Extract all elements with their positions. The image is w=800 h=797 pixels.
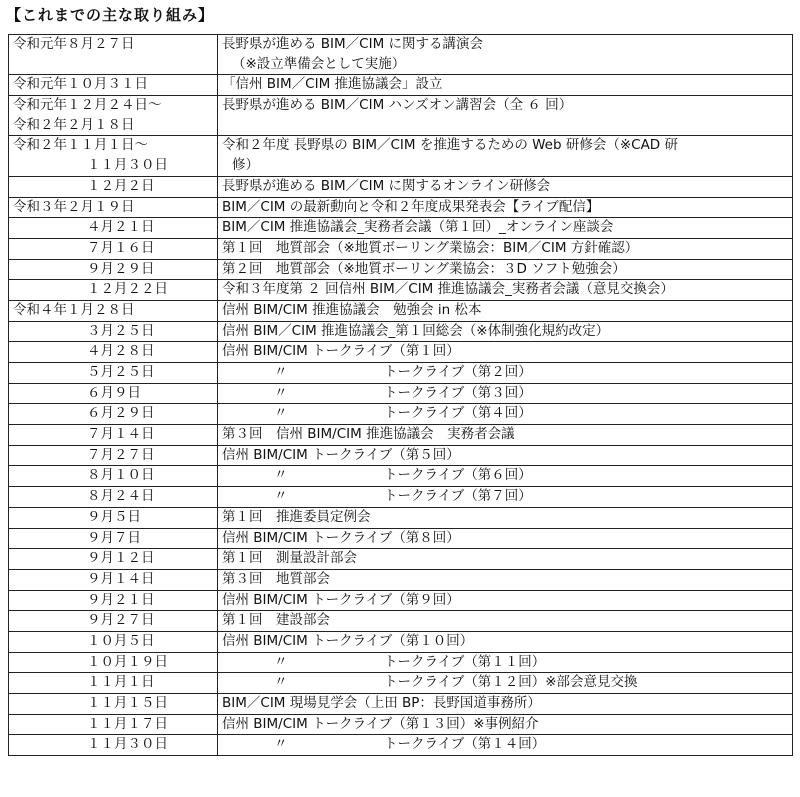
date-text: １１月３０日 xyxy=(87,157,168,174)
date-text: １１月１日 xyxy=(87,674,155,691)
date-text: ９月１４日 xyxy=(87,570,155,587)
date-text: ９月７日 xyxy=(87,529,141,546)
date-cell xyxy=(9,528,218,549)
date-cell xyxy=(9,673,218,694)
description-text: 長野県が進める BIM／CIM ハンズオン講習会（全 ６ 回） xyxy=(222,97,573,114)
description-text: 信州 BIM/CIM トークライブ（第１３回）※事例紹介 xyxy=(222,715,539,732)
date-cell xyxy=(9,238,218,259)
date-text: １２月２日 xyxy=(87,177,155,194)
date-cell xyxy=(9,425,218,446)
description-line xyxy=(222,673,788,693)
description-text: 第１回 建設部会 xyxy=(222,612,330,629)
description-line xyxy=(222,735,788,755)
date-text: ８月１０日 xyxy=(87,467,155,484)
description-cell xyxy=(218,590,793,611)
ditto-mark: 〃 xyxy=(274,467,288,484)
description-text: トークライブ（第３回） xyxy=(384,384,532,401)
table-row xyxy=(9,363,793,384)
description-text: 信州 BIM/CIM トークライブ（第８回） xyxy=(222,529,460,546)
date-text: ９月２９日 xyxy=(87,260,155,277)
date-cell xyxy=(9,549,218,570)
description-cell xyxy=(218,528,793,549)
ditto-mark: 〃 xyxy=(274,674,288,691)
description-cell xyxy=(218,218,793,239)
date-cell xyxy=(9,218,218,239)
description-cell xyxy=(218,176,793,197)
date-text: １０月１９日 xyxy=(87,653,168,670)
description-text: 第２回 地質部会（※地質ボーリング業協会：３D ソフト勉強会） xyxy=(222,260,626,277)
table-row xyxy=(9,197,793,218)
description-cell xyxy=(218,238,793,259)
description-text: BIM／CIM 現場見学会（上田 BP：長野国道事務所） xyxy=(222,695,541,711)
table-row xyxy=(9,300,793,321)
date-text: ９月５日 xyxy=(87,508,141,525)
date-text: ７月１４日 xyxy=(87,426,155,443)
table-row xyxy=(9,735,793,756)
date-cell xyxy=(9,363,218,384)
description-text: 第３回 地質部会 xyxy=(222,570,330,587)
date-cell xyxy=(9,569,218,590)
table-row xyxy=(9,176,793,197)
table-row xyxy=(9,425,793,446)
description-cell xyxy=(218,652,793,673)
description-text: 信州 BIM/CIM トークライブ（第１回） xyxy=(222,343,460,360)
date-text: ７月１６日 xyxy=(87,239,155,256)
description-text: 信州 BIM/CIM トークライブ（第１０回） xyxy=(222,632,474,649)
description-text: 修） xyxy=(232,157,259,174)
date-cell xyxy=(9,280,218,301)
table-row xyxy=(9,280,793,301)
date-text: ６月９日 xyxy=(87,384,141,401)
ditto-mark: 〃 xyxy=(274,405,288,422)
description-text: 信州 BIM／CIM 推進協議会_第１回総会（※体制強化規約改定） xyxy=(222,322,610,339)
description-cell xyxy=(218,425,793,446)
date-cell xyxy=(9,631,218,652)
description-line xyxy=(222,487,788,507)
ditto-mark: 〃 xyxy=(274,736,288,753)
description-text: BIM／CIM 推進協議会_実務者会議（第１回）_オンライン座談会 xyxy=(222,219,614,236)
date-text: ４月２１日 xyxy=(87,219,155,236)
description-text: トークライブ（第２回） xyxy=(384,364,532,380)
description-text: 信州 BIM/CIM トークライブ（第５回） xyxy=(222,446,460,463)
table-row xyxy=(9,218,793,239)
description-text: 第１回 推進委員定例会 xyxy=(222,508,371,525)
table-row xyxy=(9,96,793,136)
date-cell xyxy=(9,300,218,321)
date-text: １１月１７日 xyxy=(87,715,168,732)
date-cell xyxy=(9,735,218,756)
date-cell xyxy=(9,197,218,218)
description-cell xyxy=(218,487,793,508)
date-cell xyxy=(9,445,218,466)
table-row xyxy=(9,487,793,508)
description-line xyxy=(222,384,788,404)
date-cell xyxy=(9,383,218,404)
date-cell xyxy=(9,487,218,508)
description-text: （※設立準備会として実施） xyxy=(232,55,406,72)
date-text: 令和３年２月１９日 xyxy=(13,198,135,215)
description-text: BIM／CIM の最新動向と令和２年度成果発表会【ライブ配信】 xyxy=(222,198,600,215)
ditto-mark: 〃 xyxy=(274,653,288,670)
ditto-mark: 〃 xyxy=(274,364,288,380)
description-cell xyxy=(218,404,793,425)
description-text: 第１回 地質部会（※地質ボーリング業協会：BIM／CIM 方針確認） xyxy=(222,239,639,256)
date-cell xyxy=(9,96,218,136)
table-row xyxy=(9,35,793,75)
description-line xyxy=(222,404,788,424)
description-text: 長野県が進める BIM／CIM に関する講演会 xyxy=(222,36,484,52)
description-text: 信州 BIM/CIM 推進協議会 勉強会 in 松本 xyxy=(222,301,482,318)
date-text: １１月３０日 xyxy=(87,736,168,753)
date-cell xyxy=(9,714,218,735)
date-text: 令和２年２月１８日 xyxy=(13,116,135,133)
date-cell xyxy=(9,507,218,528)
description-cell xyxy=(218,342,793,363)
table-row xyxy=(9,714,793,735)
description-text: トークライブ（第６回） xyxy=(384,467,532,484)
description-text: 令和２年度 長野県の BIM／CIM を推進するための Web 研修会（※CAD 研 xyxy=(222,137,678,154)
description-cell xyxy=(218,300,793,321)
description-cell xyxy=(218,569,793,590)
table-row xyxy=(9,238,793,259)
description-cell xyxy=(218,136,793,176)
table-row xyxy=(9,528,793,549)
table-row xyxy=(9,404,793,425)
description-text: トークライブ（第４回） xyxy=(384,405,532,422)
date-text: １０月５日 xyxy=(87,632,155,649)
date-text: 令和元年１２月２４日～ xyxy=(13,97,162,114)
description-cell xyxy=(218,507,793,528)
table-row xyxy=(9,673,793,694)
description-cell xyxy=(218,694,793,715)
date-cell xyxy=(9,136,218,176)
activity-table-body xyxy=(9,35,793,756)
activity-table xyxy=(8,34,793,756)
date-cell xyxy=(9,176,218,197)
description-text: トークライブ（第７回） xyxy=(384,488,532,505)
date-text: ６月２９日 xyxy=(87,405,155,422)
date-text: 令和元年１０月３１日 xyxy=(13,76,148,93)
date-text: ９月２７日 xyxy=(87,612,155,629)
date-cell xyxy=(9,35,218,75)
table-row xyxy=(9,136,793,176)
table-row xyxy=(9,259,793,280)
date-text: ７月２７日 xyxy=(87,446,155,463)
description-cell xyxy=(218,96,793,136)
table-row xyxy=(9,694,793,715)
table-row xyxy=(9,445,793,466)
table-row xyxy=(9,652,793,673)
date-text: １２月２２日 xyxy=(87,281,168,298)
description-cell xyxy=(218,197,793,218)
date-text: ５月２５日 xyxy=(87,364,155,380)
description-line xyxy=(222,363,788,383)
table-row xyxy=(9,549,793,570)
description-cell xyxy=(218,383,793,404)
description-line xyxy=(222,653,788,673)
table-row xyxy=(9,321,793,342)
description-text: トークライブ（第１２回）※部会意見交換 xyxy=(384,674,638,691)
description-cell xyxy=(218,735,793,756)
description-cell xyxy=(218,445,793,466)
date-cell xyxy=(9,404,218,425)
date-cell xyxy=(9,611,218,632)
date-text: ９月２１日 xyxy=(87,591,155,608)
description-cell xyxy=(218,75,793,96)
date-cell xyxy=(9,321,218,342)
description-cell xyxy=(218,549,793,570)
table-row xyxy=(9,342,793,363)
table-row xyxy=(9,466,793,487)
date-cell xyxy=(9,694,218,715)
ditto-mark: 〃 xyxy=(274,488,288,505)
date-cell xyxy=(9,466,218,487)
description-cell xyxy=(218,363,793,384)
table-row xyxy=(9,569,793,590)
date-cell xyxy=(9,259,218,280)
description-cell xyxy=(218,673,793,694)
date-text: ４月２８日 xyxy=(87,343,155,360)
description-text: 長野県が進める BIM／CIM に関するオンライン研修会 xyxy=(222,177,551,194)
date-text: ３月２５日 xyxy=(87,322,155,339)
table-row xyxy=(9,631,793,652)
description-cell xyxy=(218,466,793,487)
ditto-mark: 〃 xyxy=(274,384,288,401)
description-text: トークライブ（第１１回） xyxy=(384,653,546,670)
table-row xyxy=(9,75,793,96)
date-text: １１月１５日 xyxy=(87,695,168,711)
description-cell xyxy=(218,35,793,75)
table-row xyxy=(9,507,793,528)
date-text: 令和２年１１月１日～ xyxy=(13,137,148,154)
description-cell xyxy=(218,280,793,301)
description-cell xyxy=(218,611,793,632)
table-row xyxy=(9,611,793,632)
description-text: 第３回 信州 BIM/CIM 推進協議会 実務者会議 xyxy=(222,426,515,443)
description-line xyxy=(222,466,788,486)
description-cell xyxy=(218,714,793,735)
table-row xyxy=(9,590,793,611)
date-cell xyxy=(9,75,218,96)
description-cell xyxy=(218,631,793,652)
page-title: 【これまでの主な取り組み】 xyxy=(6,6,215,24)
description-cell xyxy=(218,259,793,280)
date-text: 令和元年８月２７日 xyxy=(13,36,135,52)
date-cell xyxy=(9,590,218,611)
date-cell xyxy=(9,342,218,363)
date-cell xyxy=(9,652,218,673)
description-text: トークライブ（第１４回） xyxy=(384,736,546,753)
date-text: 令和４年１月２８日 xyxy=(13,301,135,318)
description-text: 令和３年度第 ２ 回信州 BIM／CIM 推進協議会_実務者会議（意見交換会） xyxy=(222,281,674,298)
description-text: 信州 BIM/CIM トークライブ（第９回） xyxy=(222,591,460,608)
description-text: 第１回 測量設計部会 xyxy=(222,550,357,567)
description-text: 「信州 BIM／CIM 推進協議会」設立 xyxy=(222,76,443,93)
date-text: ８月２４日 xyxy=(87,488,155,505)
table-row xyxy=(9,383,793,404)
date-text: ９月１２日 xyxy=(87,550,155,567)
description-cell xyxy=(218,321,793,342)
